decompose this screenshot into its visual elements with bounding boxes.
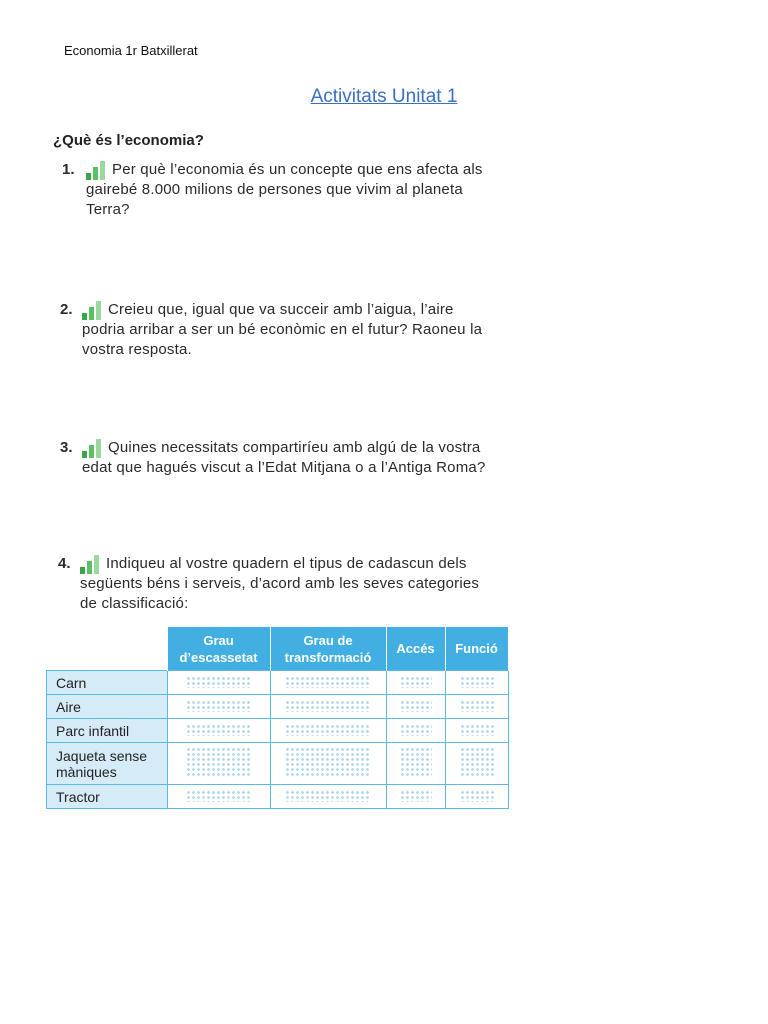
placeholder-dots	[186, 747, 252, 777]
placeholder-dots	[285, 747, 371, 777]
placeholder-dots	[186, 700, 252, 712]
placeholder-dots	[186, 676, 252, 688]
answer-cell	[167, 671, 270, 695]
difficulty-bars-icon	[80, 554, 99, 574]
answer-cell	[167, 719, 270, 743]
question-line: següents béns i serveis, d’acord amb les seves categories	[80, 575, 480, 592]
answer-cell	[270, 695, 386, 719]
question-line: Creieu que, igual que va succeir amb l’aigua, l’aire	[108, 301, 454, 318]
placeholder-dots	[285, 676, 371, 688]
section-heading: ¿Què és l’economia?	[53, 132, 204, 149]
classification-table	[46, 626, 509, 809]
table-row	[47, 743, 509, 785]
column-header: Funció	[445, 627, 508, 671]
answer-cell	[445, 743, 508, 785]
answer-cell	[386, 785, 445, 809]
placeholder-dots	[460, 747, 494, 777]
row-label: Tractor	[47, 785, 168, 809]
answer-cell	[270, 785, 386, 809]
row-label: Aire	[47, 695, 168, 719]
placeholder-dots	[285, 790, 371, 802]
placeholder-dots	[400, 724, 432, 736]
table-header-row	[47, 627, 509, 671]
row-label: Parc infantil	[47, 719, 168, 743]
answer-cell	[445, 719, 508, 743]
difficulty-bars-icon	[82, 438, 101, 458]
question-line: gairebé 8.000 milions de persones que vivim al planeta	[86, 181, 463, 198]
table-corner	[47, 627, 168, 671]
question-line: Indiqueu al vostre quadern el tipus de cadascun dels	[106, 555, 467, 572]
document-title: Activitats Unitat 1	[310, 86, 458, 107]
placeholder-dots	[285, 724, 371, 736]
question-line: vostra resposta.	[82, 341, 192, 358]
question-2	[60, 300, 520, 360]
placeholder-dots	[285, 700, 371, 712]
placeholder-dots	[460, 700, 494, 712]
question-line: Terra?	[86, 201, 130, 218]
document-header: Economia 1r Batxillerat	[64, 43, 198, 58]
placeholder-dots	[400, 700, 432, 712]
answer-cell	[270, 719, 386, 743]
column-header: Grau d’escassetat	[167, 627, 270, 671]
question-line: de classificació:	[80, 595, 189, 612]
question-line: Quines necessitats compartiríeu amb algú de la vostra	[108, 439, 481, 456]
question-number: 4.	[58, 555, 71, 572]
answer-cell	[445, 785, 508, 809]
table-row	[47, 719, 509, 743]
answer-cell	[386, 743, 445, 785]
question-line: Per què l’economia és un concepte que ens afecta als	[112, 161, 483, 178]
difficulty-bars-icon	[86, 160, 105, 180]
answer-cell	[270, 671, 386, 695]
difficulty-bars-icon	[82, 300, 101, 320]
answer-cell	[386, 719, 445, 743]
answer-cell	[386, 695, 445, 719]
question-4	[58, 554, 518, 614]
question-line: edat que hagués viscut a l’Edat Mitjana o a l’Antiga Roma?	[82, 459, 486, 476]
column-header: Accés	[386, 627, 445, 671]
answer-cell	[270, 743, 386, 785]
placeholder-dots	[460, 724, 494, 736]
question-3	[60, 438, 520, 478]
question-1	[62, 160, 522, 220]
question-number: 3.	[60, 439, 73, 456]
table-row	[47, 695, 509, 719]
placeholder-dots	[460, 676, 494, 688]
table-row	[47, 785, 509, 809]
question-number: 1.	[62, 161, 75, 178]
placeholder-dots	[460, 790, 494, 802]
answer-cell	[167, 695, 270, 719]
answer-cell	[445, 671, 508, 695]
table-row	[47, 671, 509, 695]
placeholder-dots	[186, 724, 252, 736]
placeholder-dots	[186, 790, 252, 802]
question-line: podria arribar a ser un bé econòmic en el futur? Raoneu la	[82, 321, 483, 338]
row-label: Jaqueta sense màniques	[47, 743, 168, 785]
answer-cell	[167, 743, 270, 785]
placeholder-dots	[400, 790, 432, 802]
answer-cell	[386, 671, 445, 695]
question-number: 2.	[60, 301, 73, 318]
answer-cell	[167, 785, 270, 809]
answer-cell	[445, 695, 508, 719]
row-label: Carn	[47, 671, 168, 695]
column-header: Grau de transformació	[270, 627, 386, 671]
placeholder-dots	[400, 676, 432, 688]
placeholder-dots	[400, 747, 432, 777]
